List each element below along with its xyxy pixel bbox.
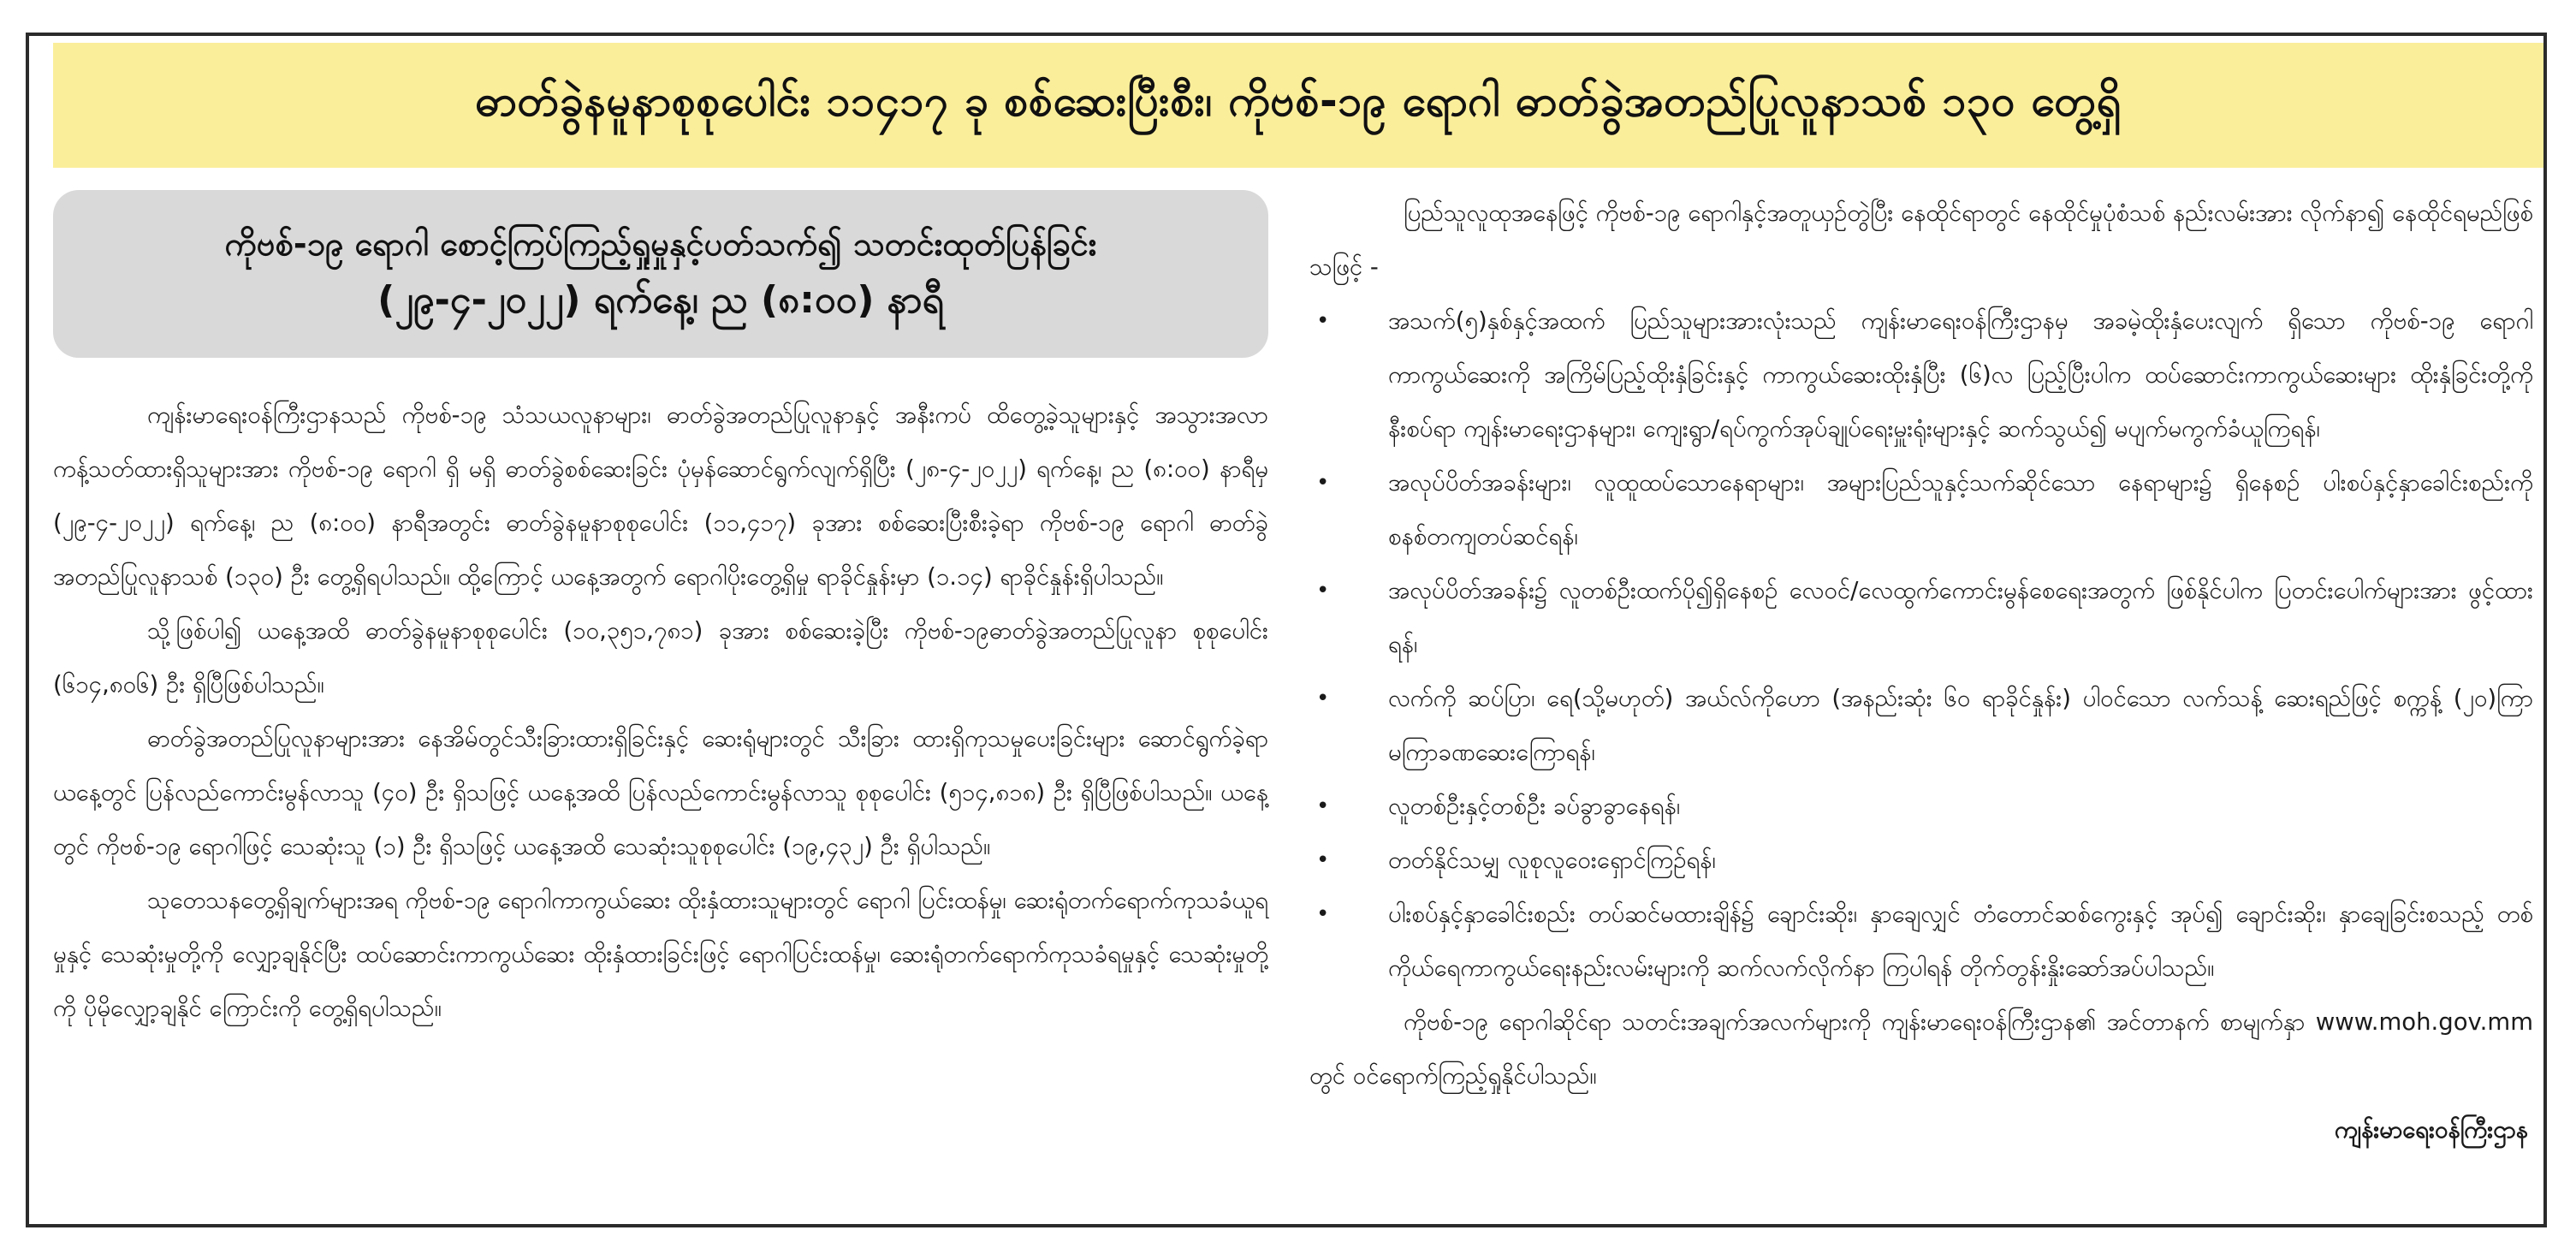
list-item-text: ပါးစပ်နှင့်နှာခေါင်းစည်း တပ်ဆင်မထားချိန်၌ ချောင်းဆိုး၊ နှာချေလျှင် တံတောင်ဆစ်ကွေးနှင့် အုပ်၍ ချောင်းဆိုး၊ နှာချေခြင်းစသည့် တစ်ကိုယ်ရေကာကွယ်ရေးနည်းလမ်းများကို ဆက်လက်လိုက်နာ ကြပါရန် တိုက်တွန်းနှိုးဆော်အပ်ပါသည်။ xyxy=(1388,900,2533,982)
announcement-banner xyxy=(53,190,1268,358)
bullet-icon: • xyxy=(1316,578,1330,603)
headline: ဓာတ်ခွဲနမူနာစုစုပေါင်း ၁၁၄၁၇ ခု စစ်ဆေးပြီးစီး၊ ကိုဗစ်-၁၉ ရောဂါ ဓာတ်ခွဲအတည်ပြုလူနာသစ် ၁၃၀ တွေ့ရှိ xyxy=(53,43,2543,168)
bullet-icon: • xyxy=(1316,793,1330,819)
banner-date: (၂၉-၄-၂၀၂၂) ရက်နေ့၊ ည (၈:၀၀) နာရီ xyxy=(377,278,944,322)
paragraph: ဓာတ်ခွဲအတည်ပြုလူနာများအား နေအိမ်တွင်သီးခြားထားရှိခြင်းနှင့် ဆေးရုံများတွင် သီးခြား ထားရှိကုသမှုပေးခြင်းများ ဆောင်ရွက်ခဲ့ရာ ယနေ့တွင် ပြန်လည်ကောင်းမွန်လာသူ (၄၀) ဦး ရှိသဖြင့် ယနေ့အထိ ပြန်လည်ကောင်းမွန်လာသူ စုစုပေါင်း (၅၁၄,၈၁၈) ဦး ရှိပြီဖြစ်ပါသည်။ ယနေ့တွင် ကိုဗစ်-၁၉ ရောဂါဖြင့် သေဆုံးသူ (၁) ဦး ရှိသဖြင့် ယနေ့အထိ သေဆုံးသူစုစုပေါင်း (၁၉,၄၃၂) ဦး ရှိပါသည်။ xyxy=(53,725,1268,860)
banner-title: ကိုဗစ်-၁၉ ရောဂါ စောင့်ကြပ်ကြည့်ရှုမှုနှင့်ပတ်သက်၍ သတင်းထုတ်ပြန်ခြင်း xyxy=(224,225,1097,263)
list-item xyxy=(1309,294,2533,456)
bullet-icon: • xyxy=(1316,847,1330,873)
paragraph: ကျန်းမာရေးဝန်ကြီးဌာနသည် ကိုဗစ်-၁၉ သံသယလူနာများ၊ ဓာတ်ခွဲအတည်ပြုလူနာနှင့် အနီးကပ် ထိတွေ့ခဲ့သူများနှင့် အသွားအလာကန့်သတ်ထားရှိသူများအား ကိုဗစ်-၁၉ ရောဂါ ရှိ မရှိ ဓာတ်ခွဲစစ်ဆေးခြင်း ပုံမှန်ဆောင်ရွက်လျက်ရှိပြီး (၂၈-၄-၂၀၂၂) ရက်နေ့၊ ည (၈:၀၀) နာရီမှ (၂၉-၄-၂၀၂၂) ရက်နေ့၊ ည (၈:၀၀) နာရီအတွင်း ဓာတ်ခွဲနမူနာစုစုပေါင်း (၁၁,၄၁၇) ခုအား စစ်ဆေးပြီးစီးခဲ့ရာ ကိုဗစ်-၁၉ ရောဂါ ဓာတ်ခွဲ အတည်ပြုလူနာသစ် (၁၃၀) ဦး တွေ့ရှိရပါသည်။ ထို့ကြောင့် ယနေ့အတွက် ရောဂါပိုးတွေ့ရှိမှု ရာခိုင်နှုန်းမှာ (၁.၁၄) ရာခိုင်နှုန်းရှိပါသည်။ xyxy=(53,401,1268,591)
paragraph: သို့ဖြစ်ပါ၍ ယနေ့အထိ ဓာတ်ခွဲနမူနာစုစုပေါင်း (၁၀,၃၅၁,၇၈၁) ခုအား စစ်ဆေးခဲ့ပြီး ကိုဗစ်-၁၉ဓာတ်ခွဲအတည်ပြုလူနာ စုစုပေါင်း (၆၁၄,၈၀၆) ဦး ရှိပြီဖြစ်ပါသည်။ xyxy=(53,617,1268,698)
bullet-icon: • xyxy=(1316,470,1330,496)
list-item-text: အလုပ်ပိတ်အခန်း၌ လူတစ်ဦးထက်ပို၍ရှိနေစဉ် လေဝင်/လေထွက်ကောင်းမွန်စေရေးအတွက် ဖြစ်နိုင်ပါက ပြတင်းပေါက်များအား ဖွင့်ထားရန်၊ xyxy=(1388,577,2533,658)
signature: ကျန်းမာရေးဝန်ကြီးဌာန xyxy=(2334,1116,2528,1144)
list-item-text: အလုပ်ပိတ်အခန်းများ၊ လူထူထပ်သောနေရာများ၊ အများပြည်သူနှင့်သက်ဆိုင်သော နေရာများ၌ ရှိနေစဉ် ပါးစပ်နှင့်နှာခေါင်းစည်းကို စနစ်တကျတပ်ဆင်ရန်၊ xyxy=(1388,469,2533,550)
list-item-text: လူတစ်ဦးနှင့်တစ်ဦး ခပ်ခွာခွာနေရန်၊ xyxy=(1388,793,1681,820)
left-column xyxy=(53,190,1268,1217)
list-item xyxy=(1309,672,2533,780)
bullet-icon: • xyxy=(1316,686,1330,711)
list-item-text: လက်ကို ဆပ်ပြာ၊ ရေ(သို့မဟုတ်) အယ်လ်ကိုဟော (အနည်းဆုံး ၆၀ ရာခိုင်နှုန်း) ပါဝင်သော လက်သန့် ဆေးရည်ဖြင့် စက္ကန့် (၂၀)ကြာ မကြာခဏဆေးကြောရန်၊ xyxy=(1388,685,2533,766)
bullet-icon: • xyxy=(1316,901,1330,927)
outro-paragraph: ကိုဗစ်-၁၉ ရောဂါဆိုင်ရာ သတင်းအချက်အလက်များကို ကျန်းမာရေးဝန်ကြီးဌာန၏ အင်တာနက် စာမျက်နှာ www.moh.gov.mm တွင် ဝင်ရောက်ကြည့်ရှုနိုင်ပါသည်။ xyxy=(1309,1008,2533,1090)
list-item xyxy=(1309,780,2533,834)
bullet-icon: • xyxy=(1316,308,1330,334)
intro-paragraph: ပြည်သူလူထုအနေဖြင့် ကိုဗစ်-၁၉ ရောဂါနှင့်အတူယှဉ်တွဲပြီး နေထိုင်ရာတွင် နေထိုင်မှုပုံစံသစ် နည်းလမ်းအား လိုက်နာ၍ နေထိုင်ရမည်ဖြစ်သဖြင့် - xyxy=(1309,199,2533,281)
list-item-text: အသက်(၅)နှစ်နှင့်အထက် ပြည်သူများအားလုံးသည် ကျန်းမာရေးဝန်ကြီးဌာနမှ အခမဲ့ထိုးနှံပေးလျက် ရှိသော ကိုဗစ်-၁၉ ရောဂါ ကာကွယ်ဆေးကို အကြိမ်ပြည့်ထိုးနှံခြင်းနှင့် ကာကွယ်ဆေးထိုးနှံပြီး (၆)လ ပြည့်ပြီးပါက ထပ်ဆောင်းကာကွယ်ဆေးများ ထိုးနှံခြင်းတို့ကို နီးစပ်ရာ ကျန်းမာရေးဌာနများ၊ ကျေးရွာ/ရပ်ကွက်အုပ်ချုပ်ရေးမှူးရုံးများနှင့် ဆက်သွယ်၍ မပျက်မကွက်ခံယူကြရန်၊ xyxy=(1388,307,2533,443)
list-item xyxy=(1309,834,2533,888)
list-item xyxy=(1309,456,2533,564)
list-item-text: တတ်နိုင်သမျှ လူစုလူဝေးရှောင်ကြဉ်ရန်၊ xyxy=(1388,847,1716,874)
list-item xyxy=(1309,564,2533,672)
list-item xyxy=(1309,888,2533,995)
left-body xyxy=(53,389,1268,1036)
paragraph: သုတေသနတွေ့ရှိချက်များအရ ကိုဗစ်-၁၉ ရောဂါကာကွယ်ဆေး ထိုးနှံထားသူများတွင် ရောဂါ ပြင်းထန်မှု၊ ဆေးရုံတက်ရောက်ကုသခံယူရမှုနှင့် သေဆုံးမှုတို့ကို လျှော့ချနိုင်ပြီး ထပ်ဆောင်းကာကွယ်ဆေး ထိုးနှံထားခြင်းဖြင့် ရောဂါပြင်းထန်မှု၊ ဆေးရုံတက်ရောက်ကုသခံရမှုနှင့် သေဆုံးမှုတို့ကို ပိုမိုလျှော့ချနိုင် ကြောင်းကို တွေ့ရှိရပါသည်။ xyxy=(53,887,1268,1022)
right-column xyxy=(1309,187,2533,1214)
guidance-list xyxy=(1309,294,2533,995)
